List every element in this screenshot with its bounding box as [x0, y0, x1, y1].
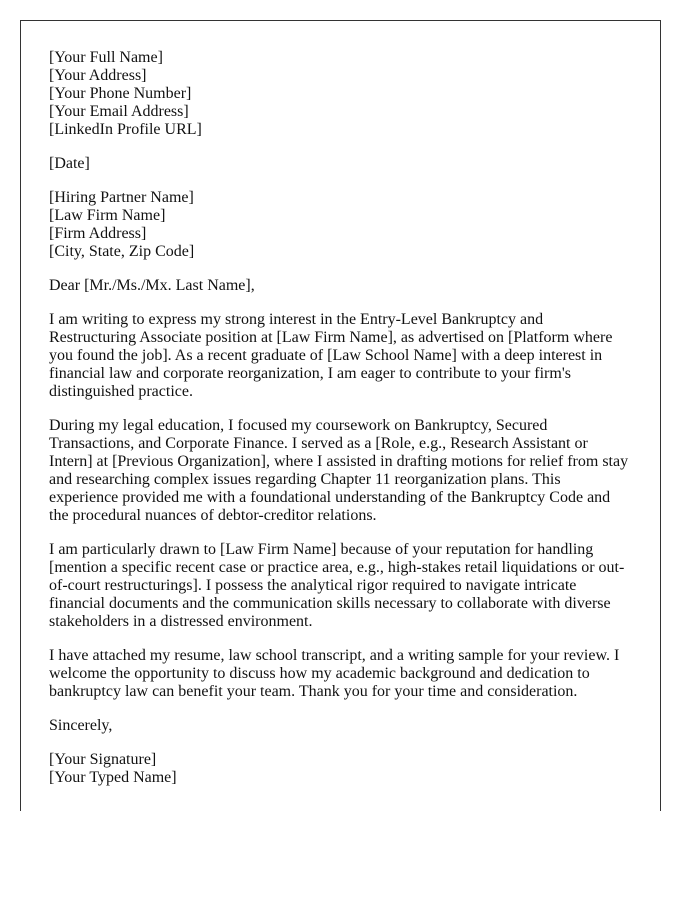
sender-email: [Your Email Address] — [49, 103, 189, 120]
signature: [Your Signature] — [49, 751, 157, 768]
cover-letter — [20, 20, 661, 811]
sender-name: [Your Full Name] — [49, 49, 163, 66]
typed-name: [Your Typed Name] — [49, 769, 177, 786]
recipient-firm: [Law Firm Name] — [49, 207, 166, 224]
body-paragraph-closing: I have attached my resume, law school transcript, and a writing sample for your review. I welcome the opportunity to discuss how my academic background and dedication to bankruptcy law can benefit your team. Thank you for your time and consideration. — [49, 647, 620, 700]
recipient-city: [City, State, Zip Code] — [49, 243, 195, 260]
signature-block — [49, 751, 632, 787]
body-paragraph-education: During my legal education, I focused my coursework on Bankruptcy, Secured Transactions, and Corporate Finance. I served as a [Role, e.g., Research Assistant or Intern] at [Previous Organization], where I assisted in drafting motions for relief from stay and researching complex issues regarding Chapter 11 reorganization plans. This experience provided me with a foundational understanding of the Bankruptcy Code and the procedural nuances of debtor-creditor relations. — [49, 417, 629, 524]
recipient-address: [Firm Address] — [49, 225, 147, 242]
sender-address: [Your Address] — [49, 67, 147, 84]
body-paragraph-intro: I am writing to express my strong interest in the Entry-Level Bankruptcy and Restructuring Associate position at [Law Firm Name], as advertised on [Platform where you found the job]. As a recent graduate of [Law School Name] with a deep interest in financial law and corporate reorganization, I am eager to contribute to your firm's distinguished practice. — [49, 311, 613, 400]
sender-linkedin: [LinkedIn Profile URL] — [49, 121, 202, 138]
salutation: Dear [Mr./Ms./Mx. Last Name], — [49, 277, 255, 294]
recipient-block — [49, 189, 632, 261]
recipient-name: [Hiring Partner Name] — [49, 189, 194, 206]
sender-phone: [Your Phone Number] — [49, 85, 192, 102]
closing: Sincerely, — [49, 717, 113, 734]
date: [Date] — [49, 155, 90, 172]
sender-block — [49, 49, 632, 139]
body-paragraph-firm-interest: I am particularly drawn to [Law Firm Name] because of your reputation for handling [mention a specific recent case or practice area, e.g., high-stakes retail liquidations or out-of-court restructurings]. I possess the analytical rigor required to navigate intricate financial documents and the communication skills necessary to collaborate with diverse stakeholders in a distressed environment. — [49, 541, 625, 630]
